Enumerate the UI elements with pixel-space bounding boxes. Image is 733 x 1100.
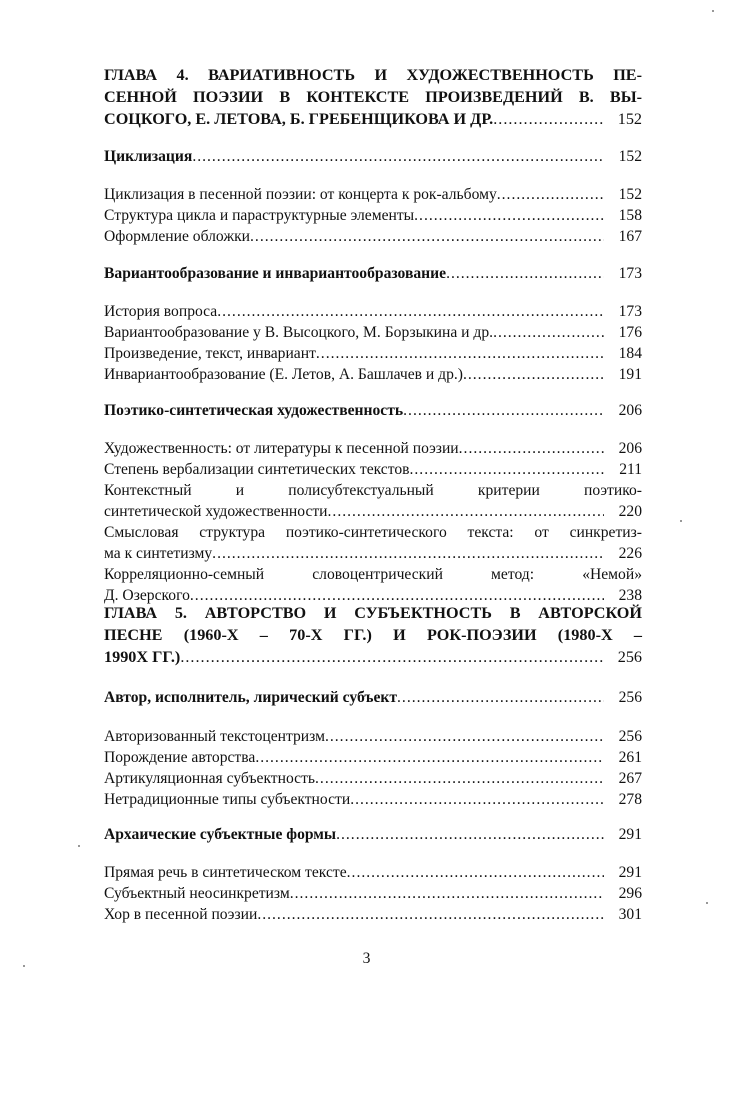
toc-section-variants bbox=[104, 263, 642, 284]
page-ref: 278 bbox=[618, 791, 642, 808]
entry-title-line-1: Контекстный и полисубтекстуальный критерии поэтико- bbox=[104, 482, 642, 499]
toc-section-archaic bbox=[104, 824, 642, 845]
leader-dots bbox=[217, 301, 604, 322]
entry-title: Вариантообразование у В. Высоцкого, М. Борзыкина и др. bbox=[104, 324, 494, 341]
toc-entry bbox=[104, 747, 642, 768]
page-ref: 226 bbox=[618, 545, 642, 562]
scan-speck bbox=[78, 845, 80, 847]
entry-title-line-2: Д. Озерского bbox=[104, 587, 190, 604]
leader-dots bbox=[347, 862, 604, 883]
page-ref: 296 bbox=[618, 885, 642, 902]
page-ref: 206 bbox=[618, 402, 642, 419]
section-title: Циклизация bbox=[104, 148, 193, 165]
chapter-4-line-3: СОЦКОГО, Е. ЛЕТОВА, Б. ГРЕБЕНЩИКОВА И ДР. bbox=[104, 110, 494, 128]
leader-dots bbox=[257, 904, 604, 925]
leader-dots bbox=[316, 343, 604, 364]
page-ref: 173 bbox=[618, 303, 642, 320]
toc-entry-multiline bbox=[104, 522, 642, 564]
leader-dots bbox=[497, 184, 604, 205]
toc-entry bbox=[104, 904, 642, 925]
leader-dots bbox=[212, 543, 604, 564]
leader-dots bbox=[290, 883, 604, 904]
page-ref: 291 bbox=[618, 864, 642, 881]
entry-title-line-1: Корреляционно-семный словоцентрический метод: «Немой» bbox=[104, 566, 642, 583]
section-title: Архаические субъектные формы bbox=[104, 826, 337, 843]
page-ref: 206 bbox=[618, 440, 642, 457]
entry-title: Оформление обложки bbox=[104, 228, 251, 245]
toc-section-author bbox=[104, 687, 642, 708]
chapter-5-line-1: ГЛАВА 5. АВТОРСТВО И СУБЪЕКТНОСТЬ В АВТОРСКОЙ bbox=[104, 604, 642, 622]
leader-dots bbox=[336, 824, 604, 845]
section-title: Вариантообразование и инвариантообразование bbox=[104, 265, 447, 282]
leader-dots bbox=[192, 146, 604, 167]
entry-title: Авторизованный текстоцентризм bbox=[104, 728, 325, 745]
chapter-5-line-3: 1990Х ГГ.) bbox=[104, 648, 181, 666]
page-ref: 167 bbox=[618, 228, 642, 245]
entry-title-line-2: синтетической художественности bbox=[104, 503, 328, 520]
toc-entry-multiline bbox=[104, 564, 642, 606]
leader-dots bbox=[493, 322, 604, 343]
entry-title: Художественность: от литературы к песенной поэзии bbox=[104, 440, 459, 457]
leader-dots bbox=[255, 747, 604, 768]
entry-title-line-1: Смысловая структура поэтико-синтетического текста: от синкретиз- bbox=[104, 524, 642, 541]
page-ref: 152 bbox=[618, 186, 642, 203]
toc-entry bbox=[104, 184, 642, 205]
toc-entry bbox=[104, 301, 642, 322]
page-ref: 152 bbox=[618, 148, 642, 165]
entry-title: Произведение, текст, инвариант bbox=[104, 345, 316, 362]
leader-dots bbox=[446, 263, 604, 284]
toc-entry bbox=[104, 862, 642, 883]
toc-entry bbox=[104, 343, 642, 364]
page-ref: 256 bbox=[618, 689, 642, 706]
leader-dots bbox=[410, 459, 605, 480]
leader-dots bbox=[315, 768, 604, 789]
page-ref: 220 bbox=[618, 503, 642, 520]
entry-title: Инвариантообразование (Е. Летов, А. Башлачев и др.) bbox=[104, 366, 463, 383]
chapter-4-line-1: ГЛАВА 4. ВАРИАТИВНОСТЬ И ХУДОЖЕСТВЕННОСТЬ ПЕ- bbox=[104, 66, 642, 84]
page-ref: 184 bbox=[618, 345, 642, 362]
leader-dots bbox=[250, 226, 604, 247]
scan-speck bbox=[706, 902, 708, 904]
entry-title: Артикуляционная субъектность bbox=[104, 770, 316, 787]
page-ref: 158 bbox=[618, 207, 642, 224]
leader-dots bbox=[463, 364, 604, 385]
leader-dots bbox=[493, 108, 604, 130]
leader-dots bbox=[459, 438, 604, 459]
chapter-5-heading bbox=[104, 602, 642, 668]
entry-title: Порождение авторства bbox=[104, 749, 256, 766]
toc-entry bbox=[104, 438, 642, 459]
toc-entry bbox=[104, 883, 642, 904]
leader-dots bbox=[350, 789, 604, 810]
toc-entry-multiline bbox=[104, 480, 642, 522]
page-ref: 261 bbox=[618, 749, 642, 766]
scan-speck bbox=[23, 965, 25, 967]
page-ref: 211 bbox=[619, 461, 642, 478]
entry-title-line-2: ма к синтетизму bbox=[104, 545, 213, 562]
leader-dots bbox=[325, 726, 604, 747]
page-ref: 238 bbox=[618, 587, 642, 604]
section-title: Автор, исполнитель, лирический субъект bbox=[104, 689, 398, 706]
leader-dots bbox=[328, 501, 604, 522]
leader-dots bbox=[397, 687, 604, 708]
entry-title: Структура цикла и параструктурные элементы bbox=[104, 207, 415, 224]
scan-speck bbox=[712, 10, 714, 12]
page-ref: 301 bbox=[618, 906, 642, 923]
toc-entry bbox=[104, 205, 642, 226]
toc-entry bbox=[104, 726, 642, 747]
entry-title: История вопроса bbox=[104, 303, 218, 320]
leader-dots bbox=[414, 205, 604, 226]
toc-entry bbox=[104, 459, 642, 480]
toc-entry bbox=[104, 322, 642, 343]
page-ref: 256 bbox=[617, 648, 642, 666]
entry-title: Прямая речь в синтетическом тексте bbox=[104, 864, 347, 881]
page-ref: 267 bbox=[618, 770, 642, 787]
chapter-4-line-2: СЕННОЙ ПОЭЗИИ В КОНТЕКСТЕ ПРОИЗВЕДЕНИЙ В. ВЫ- bbox=[104, 88, 642, 106]
chapter-4-heading bbox=[104, 64, 642, 130]
page-ref: 191 bbox=[618, 366, 642, 383]
scan-speck bbox=[680, 520, 682, 522]
toc-entry bbox=[104, 768, 642, 789]
entry-title: Хор в песенной поэзии bbox=[104, 906, 258, 923]
toc-section-cyclization bbox=[104, 146, 642, 167]
entry-title: Нетрадиционные типы субъектности bbox=[104, 791, 351, 808]
page-ref: 152 bbox=[617, 110, 642, 128]
page-ref: 291 bbox=[618, 826, 642, 843]
entry-title: Степень вербализации синтетических текстов bbox=[104, 461, 410, 478]
page-ref: 173 bbox=[618, 265, 642, 282]
page-number: 3 bbox=[362, 950, 371, 967]
leader-dots bbox=[403, 400, 604, 421]
section-title: Поэтико-синтетическая художественность bbox=[104, 402, 404, 419]
page-ref: 256 bbox=[618, 728, 642, 745]
toc-entry bbox=[104, 789, 642, 810]
toc-entry bbox=[104, 364, 642, 385]
leader-dots bbox=[180, 646, 604, 668]
page-ref: 176 bbox=[618, 324, 642, 341]
toc-entry bbox=[104, 226, 642, 247]
toc-section-poetics bbox=[104, 400, 642, 421]
entry-title: Циклизация в песенной поэзии: от концерта к рок-альбому bbox=[104, 186, 497, 203]
entry-title: Субъектный неосинкретизм bbox=[104, 885, 290, 902]
chapter-5-line-2: ПЕСНЕ (1960-Х – 70-Х ГГ.) И РОК-ПОЭЗИИ (1980-Х – bbox=[104, 626, 642, 644]
